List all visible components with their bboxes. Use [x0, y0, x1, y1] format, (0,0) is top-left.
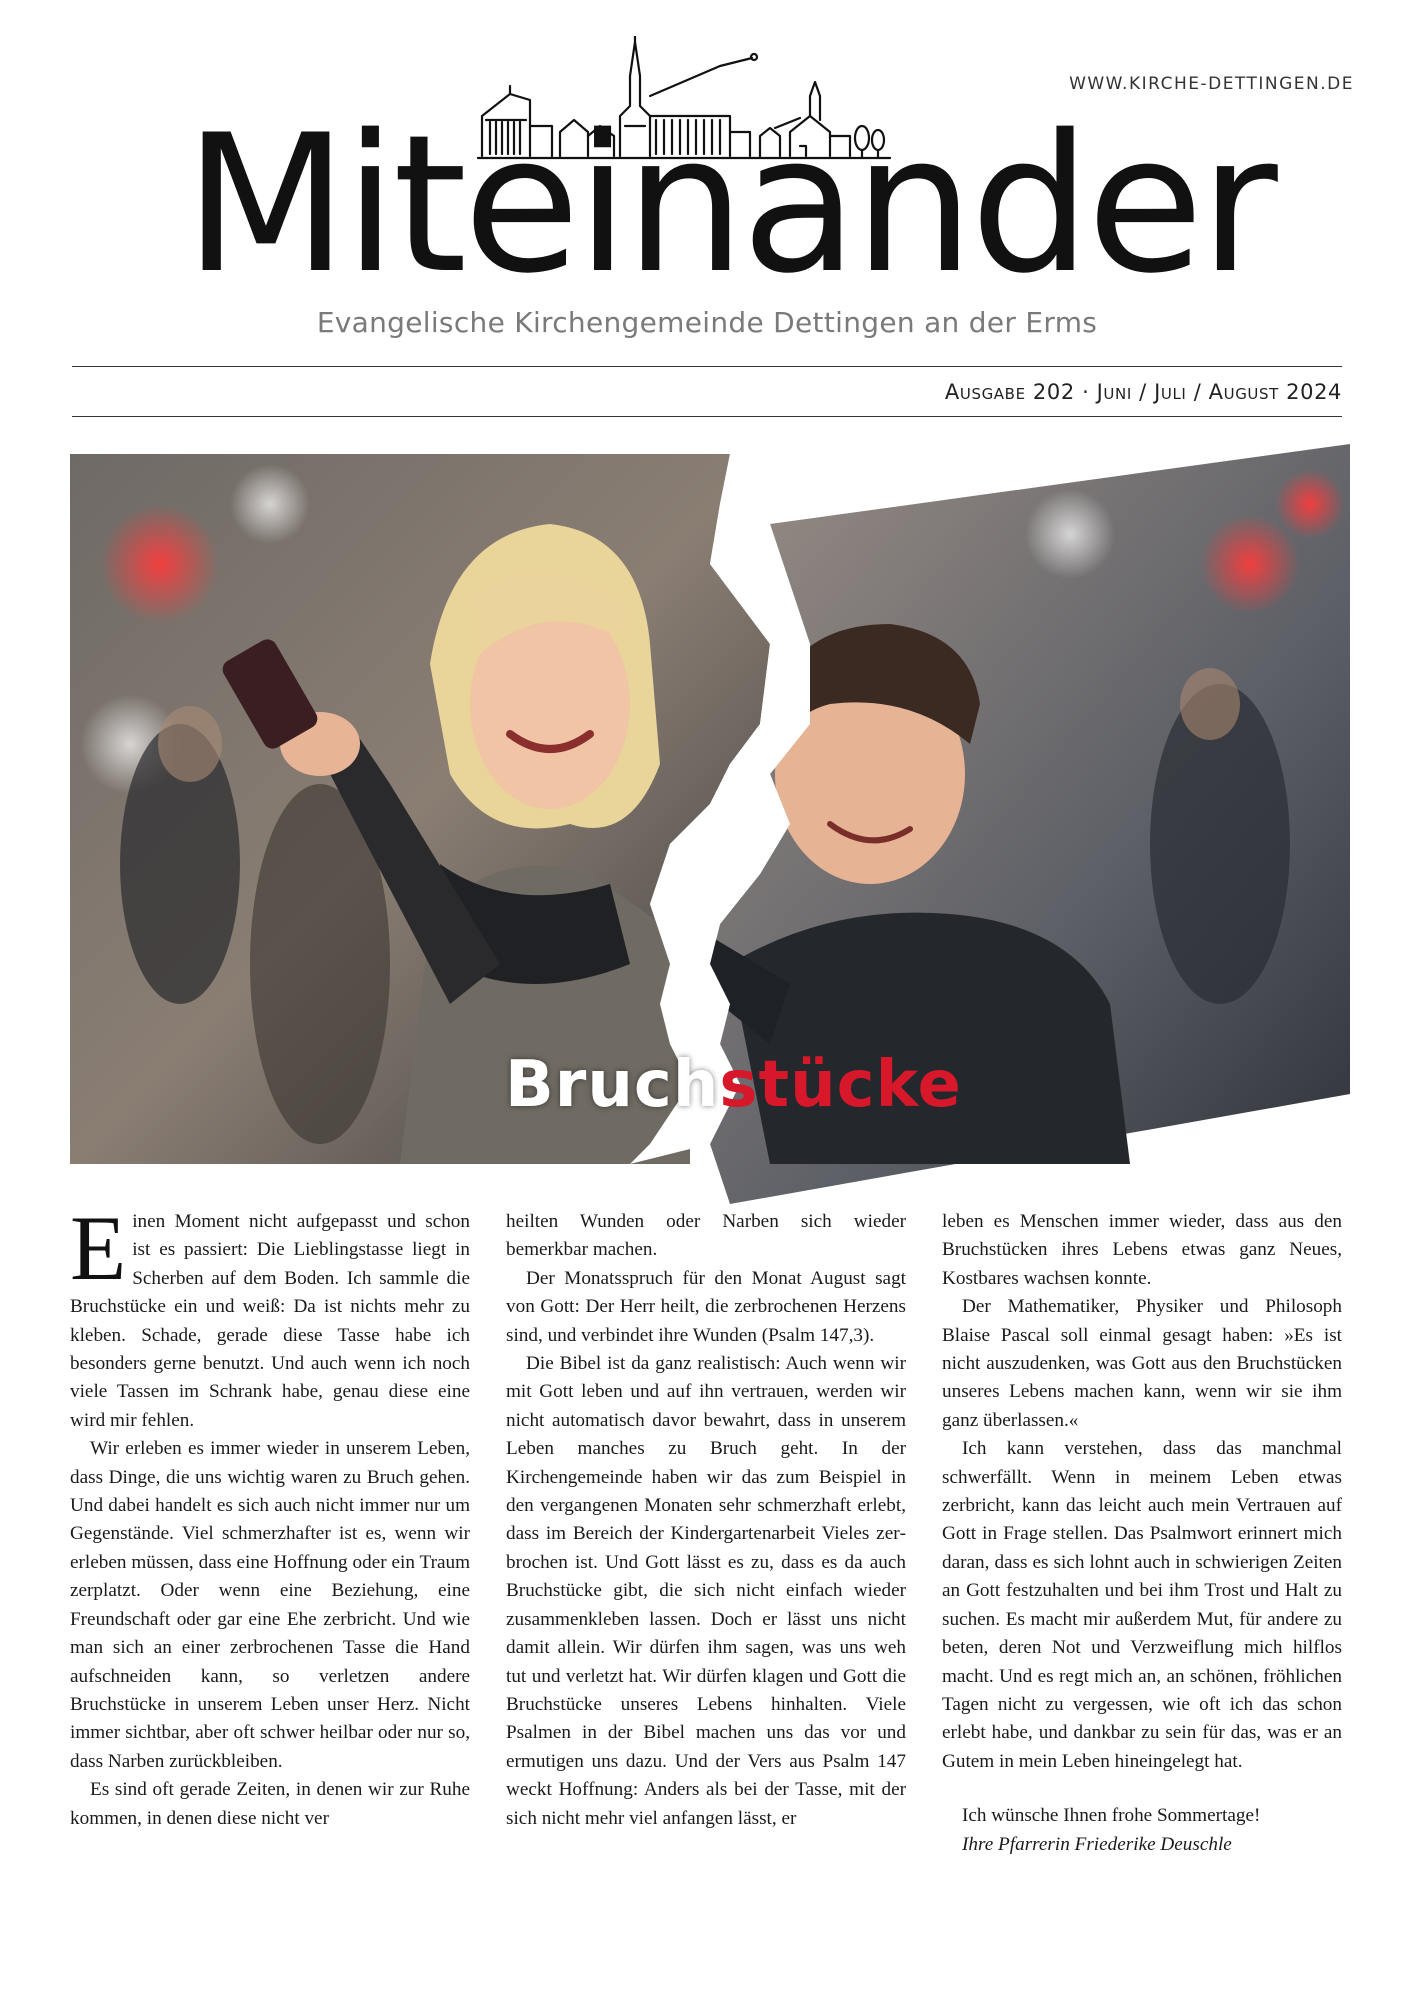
header-rule-bottom [72, 416, 1342, 417]
article-body [70, 1197, 1352, 1928]
article-paragraph [70, 1197, 470, 1435]
article-paragraph: Der Mathematiker, Physiker und Philosoph Blaise Pascal soll einmal gesagt haben: »Es ist nicht auszudenken, was Gott aus den Bruchstücken unseres Lebens machen kann, wenn wir sie ihm ganz überlassen.« [942, 1296, 1342, 1431]
photo-title [505, 1048, 962, 1122]
article-column-2 [506, 1208, 906, 1833]
drop-cap: E [70, 1197, 127, 1299]
article-column-3 [942, 1208, 1342, 1859]
article-column-1 [70, 1197, 470, 1833]
closing-greeting: Ich wünsche Ihnen frohe Sommertage! [962, 1805, 1261, 1827]
article-paragraph: Ich kann verstehen, dass das manchmal schwerfällt. Wenn in meinem Leben etwas zerbricht, kann das leicht auch mein Vertrauen auf Gott in Frage stellen. Das Psalmwort erinnert mich daran, dass es sich lohnt auch in schwierigen Zeiten an Gott festzuhalten und bei ihm Trost und Halt zu suchen. Es macht mir außerdem Mut, für andere zu beten, deren Not und Verzweiflung mich hilflos macht. Und es regt mich an, an schönen, fröhlichen Tagen nicht zu vergessen, wie oft ich das schon erlebt habe, und dankbar zu sein für das, was er an Gutem in mein Leben hineingelegt hat. [942, 1438, 1342, 1772]
article-paragraph: Wir erleben es immer wieder in unserem Leben, dass Dinge, die uns wichtig waren zu Bruch gehen. Und dabei handelt es sich auch nicht immer nur um Gegenstände. Viel schmerzhafter ist es, wenn wir erleben müssen, dass eine Hoffnung oder ein Traum zerplatzt. Oder wenn eine Beziehung, eine Freundschaft oder gar eine Ehe zerbricht. Und wie man sich an einer zerbrochenen Tasse die Hand aufschneiden kann, so verletzen andere Bruchstücke in unserem Leben unser Herz. Nicht immer sichtbar, aber oft schwer heilbar oder nur so, dass Narben zurückbleiben. [70, 1438, 470, 1772]
article-paragraph: Die Bibel ist da ganz realistisch: Auch wenn wir mit Gott leben und auf ihn vertrauen, werden wir nicht automatisch davor bewahrt, dass in unserem Leben manches zu Bruch geht. In der Kirchengemeinde haben wir das zum Beispiel in den vergangenen Monaten sehr schmerzhaft erlebt, dass im Bereich der Kindergartenarbeit Vieles zerbrochen ist. Und Gott lässt es zu, dass es da auch Bruchstücke gibt, die sich nicht einfach wieder zusammenkleben lassen. Doch er lässt uns nicht damit allein. Wir dürfen ihm sagen, was uns weh tut und verletzt hat. Wir dürfen klagen und Gott die Bruchstücke unseres Lebens hinhalten. Viele Psalmen in der Bibel machen uns das vor und ermutigen uns dazu. Und der Vers aus Psalm 147 weckt Hoffnung: Anders als bei der Tasse, mit der sich nicht mehr viel anfangen lässt, er [506, 1353, 906, 1829]
masthead-title: Miteinander [184, 94, 1274, 315]
article-paragraph: Der Monatsspruch für den Monat August sagt von Gott: Der Herr heilt, die zerbrochenen Herzens sind, und verbindet ihre Wunden (Psalm 147,3). [506, 1267, 906, 1346]
article-paragraph: heilten Wunden oder Narben sich wieder bemerkbar machen. [506, 1211, 906, 1261]
header-rule-top [72, 366, 1342, 367]
issue-info: Ausgabe 202 · Juni / Juli / August 2024 [944, 380, 1342, 404]
parish-subtitle: Evangelische Kirchengemeinde Dettingen an der Erms [316, 306, 1098, 339]
photo-title-part2: stücke [719, 1048, 962, 1122]
paragraph-text: inen Moment nicht aufgepasst und schon ist es passiert: Die Lieblingstasse liegt in Scherben auf dem Boden. Ich sammle die Bruchstücke ein und weiß: Da ist nichts mehr zu kleben. Schade, gerade diese Tasse habe ich besonders gerne benutzt. Und auch wenn ich noch viele Tassen im Schrank habe, genau diese eine wird mir fehlen. [70, 1211, 470, 1431]
website-url[interactable]: WWW.KIRCHE-DETTINGEN.DE [1069, 74, 1354, 94]
photo-title-part1: Bruch [505, 1048, 720, 1122]
article-paragraph: Es sind oft gerade Zeiten, in denen wir zur Ruhe kommen, in denen diese nicht ver [70, 1779, 470, 1829]
article-paragraph: leben es Menschen immer wieder, dass aus den Bruchstücken ihres Lebens etwas ganz Neues, Kostbares wachsen konnte. [942, 1211, 1342, 1289]
author-signature: Ihre Pfarrerin Friederike Deuschle [962, 1833, 1232, 1855]
